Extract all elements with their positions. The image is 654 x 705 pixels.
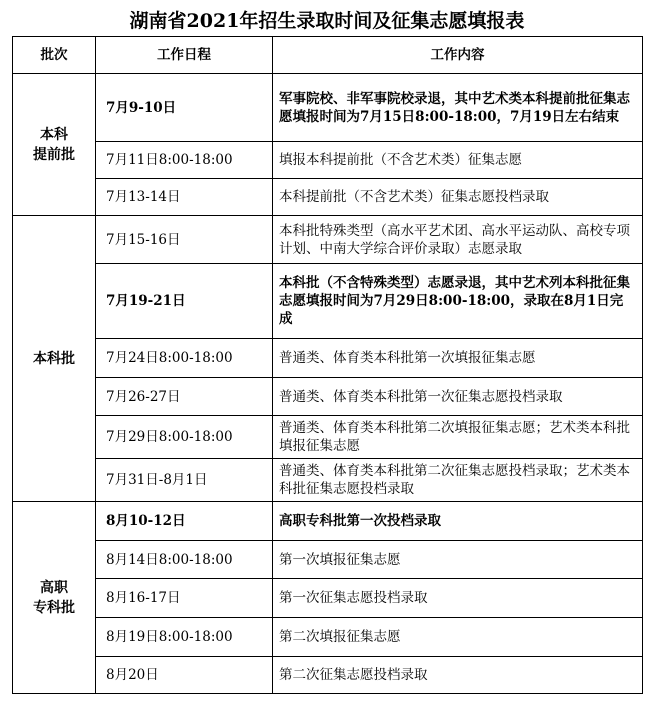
schedule-cell: 7月19-21日 <box>96 264 273 339</box>
table-row <box>13 541 643 579</box>
schedule-cell: 8月10-12日 <box>96 502 273 541</box>
table-row <box>13 618 643 657</box>
content-cell: 普通类、体育类本科批第二次征集志愿投档录取；艺术类本科批征集志愿投档录取 <box>273 459 643 502</box>
table-row <box>13 579 643 618</box>
schedule-table <box>12 36 643 694</box>
schedule-cell: 8月19日8:00-18:00 <box>96 618 273 657</box>
batch-label-line: 本科 <box>40 126 68 143</box>
batch-cell <box>13 216 96 502</box>
schedule-cell: 7月15-16日 <box>96 216 273 264</box>
table-row <box>13 74 643 142</box>
batch-cell <box>13 502 96 694</box>
schedule-cell: 7月13-14日 <box>96 179 273 216</box>
content-cell: 高职专科批第一次投档录取 <box>273 502 643 541</box>
table-row <box>13 459 643 502</box>
content-cell: 普通类、体育类本科批第一次征集志愿投档录取 <box>273 378 643 416</box>
schedule-cell: 7月9-10日 <box>96 74 273 142</box>
batch-label-line: 高职 <box>40 579 68 596</box>
content-cell: 本科批特殊类型（高水平艺术团、高水平运动队、高校专项计划、中南大学综合评价录取）志愿录取 <box>273 216 643 264</box>
table-row <box>13 339 643 378</box>
content-cell: 军事院校、非军事院校录退，其中艺术类本科提前批征集志愿填报时间为7月15日8:00-18:00，7月19日左右结束 <box>273 74 643 142</box>
header-schedule: 工作日程 <box>96 37 273 74</box>
table-body <box>13 74 643 694</box>
table-row <box>13 378 643 416</box>
table-row <box>13 502 643 541</box>
content-cell: 第二次征集志愿投档录取 <box>273 657 643 694</box>
table-row <box>13 657 643 694</box>
header-content: 工作内容 <box>273 37 643 74</box>
content-cell: 第一次填报征集志愿 <box>273 541 643 579</box>
schedule-cell: 8月16-17日 <box>96 579 273 618</box>
schedule-cell: 7月24日8:00-18:00 <box>96 339 273 378</box>
schedule-cell: 8月14日8:00-18:00 <box>96 541 273 579</box>
schedule-cell: 7月31日-8月1日 <box>96 459 273 502</box>
batch-label-line: 本科批 <box>33 350 75 367</box>
table-row <box>13 216 643 264</box>
batch-label-line: 提前批 <box>33 146 75 163</box>
batch-cell <box>13 74 96 216</box>
schedule-cell: 7月11日8:00-18:00 <box>96 142 273 179</box>
page-title: 湖南省2021年招生录取时间及征集志愿填报表 <box>129 10 525 32</box>
table-row <box>13 416 643 459</box>
schedule-cell: 7月29日8:00-18:00 <box>96 416 273 459</box>
content-cell: 普通类、体育类本科批第一次填报征集志愿 <box>273 339 643 378</box>
content-cell: 填报本科提前批（不含艺术类）征集志愿 <box>273 142 643 179</box>
content-cell: 本科提前批（不含艺术类）征集志愿投档录取 <box>273 179 643 216</box>
header-batch: 批次 <box>13 37 96 74</box>
table-row <box>13 142 643 179</box>
batch-label-line: 专科批 <box>33 599 75 616</box>
schedule-cell: 7月26-27日 <box>96 378 273 416</box>
content-cell: 第一次征集志愿投档录取 <box>273 579 643 618</box>
content-cell: 普通类、体育类本科批第二次填报征集志愿；艺术类本科批填报征集志愿 <box>273 416 643 459</box>
content-cell: 本科批（不含特殊类型）志愿录退，其中艺术列本科批征集志愿填报时间为7月29日8:00-18:00，录取在8月1日完成 <box>273 264 643 339</box>
table-row <box>13 179 643 216</box>
table-row <box>13 264 643 339</box>
table-header-row <box>13 37 643 74</box>
schedule-cell: 8月20日 <box>96 657 273 694</box>
content-cell: 第二次填报征集志愿 <box>273 618 643 657</box>
